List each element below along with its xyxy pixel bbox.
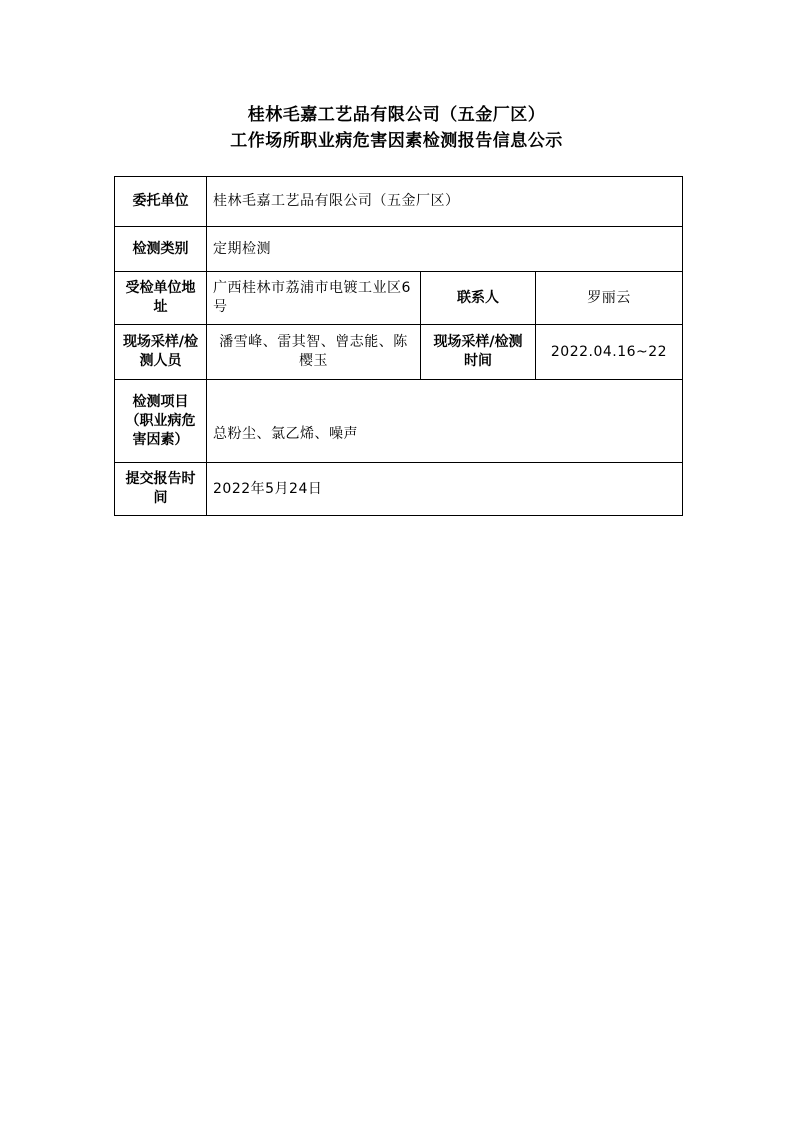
report-date-label: 提交报告时间: [115, 463, 207, 516]
address-value: 广西桂林市荔浦市电镀工业区6号: [207, 272, 421, 325]
category-label: 检测类别: [115, 227, 207, 272]
address-label: 受检单位地址: [115, 272, 207, 325]
report-date-value: 2022年5月24日: [207, 463, 683, 516]
sampling-time-value: 2022.04.16~22: [536, 325, 683, 380]
table-row: [115, 325, 683, 380]
table-row: [115, 272, 683, 325]
category-value: 定期检测: [207, 227, 683, 272]
client-value: 桂林毛嘉工艺品有限公司（五金厂区）: [207, 177, 683, 227]
table-row: [115, 380, 683, 463]
staff-value: 潘雪峰、雷其智、曾志能、陈樱玉: [207, 325, 421, 380]
info-table: [114, 176, 683, 516]
items-value: 总粉尘、氯乙烯、噪声: [207, 380, 683, 463]
document-title-line1: 桂林毛嘉工艺品有限公司（五金厂区）: [247, 105, 546, 125]
staff-label: 现场采样/检测人员: [115, 325, 207, 380]
document-title-line2: 工作场所职业病危害因素检测报告信息公示: [230, 131, 563, 151]
contact-value: 罗丽云: [536, 272, 683, 325]
table-row: [115, 463, 683, 516]
items-label: 检测项目（职业病危害因素）: [115, 380, 207, 463]
table-row: [115, 227, 683, 272]
contact-label: 联系人: [421, 272, 536, 325]
client-label: 委托单位: [115, 177, 207, 227]
sampling-time-label: 现场采样/检测时间: [421, 325, 536, 380]
table-row: [115, 177, 683, 227]
